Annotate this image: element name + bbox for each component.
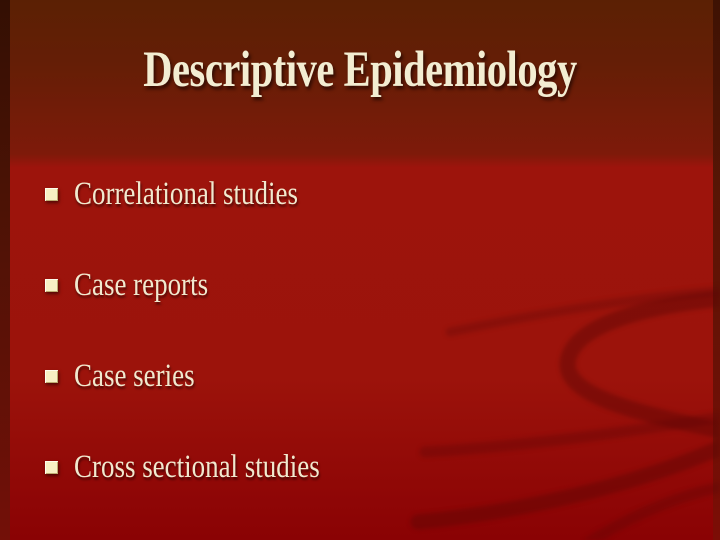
bullet-square-icon [45, 279, 58, 292]
bullet-label: Cross sectional studies [74, 449, 320, 485]
right-edge-strip [713, 0, 720, 540]
bullet-square-icon [45, 370, 58, 383]
bullet-square-icon [45, 188, 58, 201]
bullet-label: Case series [74, 358, 195, 394]
bullet-label: Correlational studies [74, 176, 298, 212]
list-item [45, 266, 338, 304]
slide-title: Descriptive Epidemiology [143, 41, 577, 97]
left-edge-strip [0, 0, 10, 540]
bullet-list [45, 175, 338, 486]
bullet-square-icon [45, 461, 58, 474]
list-item [45, 448, 338, 486]
bullet-label: Case reports [74, 267, 209, 303]
list-item [45, 175, 338, 213]
list-item [45, 357, 338, 395]
